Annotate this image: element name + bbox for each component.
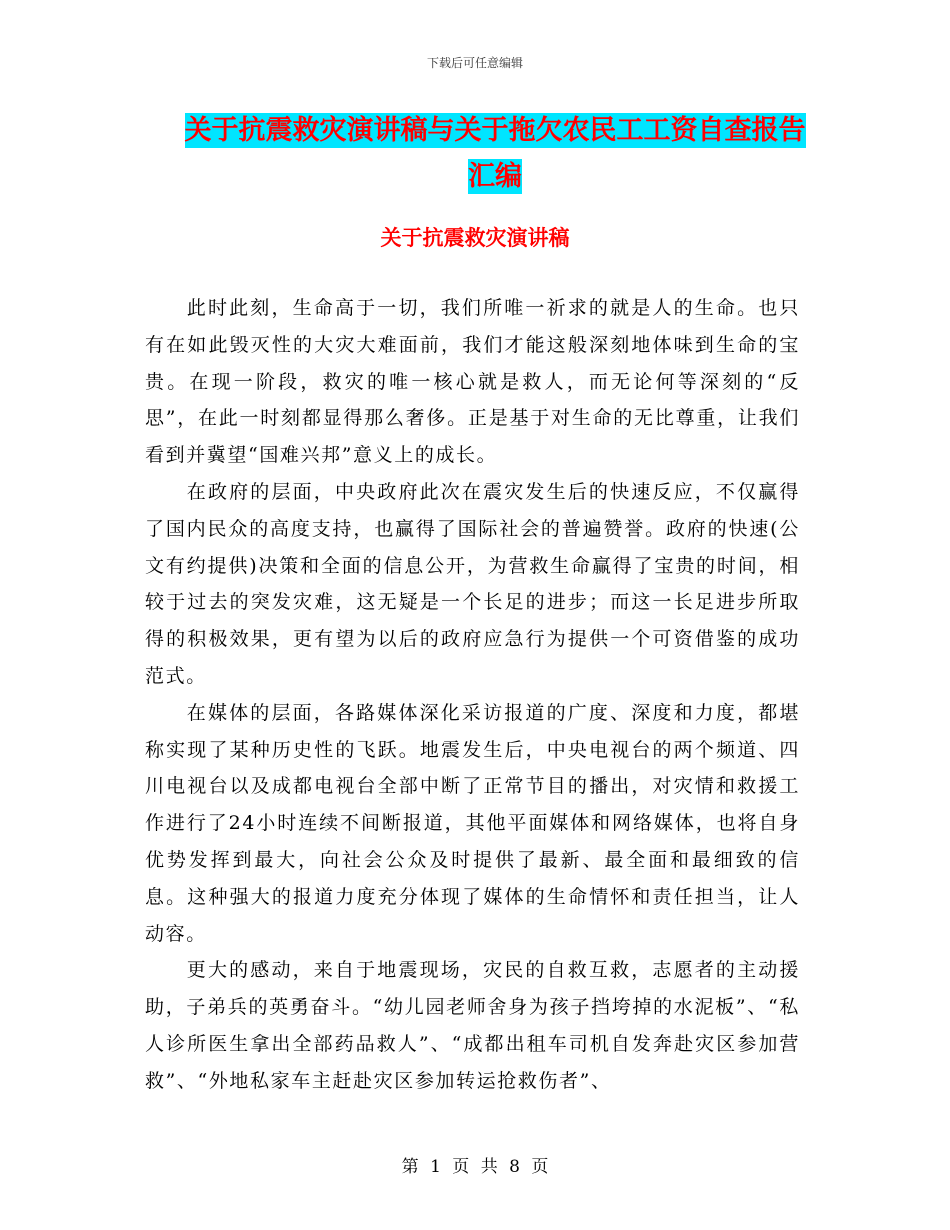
paragraph: 在媒体的层面，各路媒体深化采访报道的广度、深度和力度，都堪称实现了某种历史性的飞跃。地震发生后，中央电视台的两个频道、四川电视台以及成都电视台全部中断了正常节目的播出，对灾情和救援工作进行了24小时连续不间断报道，其他平面媒体和网络媒体，也将自身优势发挥到最大，向社会公众及时提供了最新、最全面和最细致的信息。这种强大的报道力度充分体现了媒体的生命情怀和责任担当，让人动容。: [145, 701, 800, 945]
page-number-footer: 第 1 页 共 8 页: [401, 1157, 549, 1177]
section-title: 关于抗震救灾演讲稿: [380, 226, 570, 250]
paragraph: 此时此刻，生命高于一切，我们所唯一祈求的就是人的生命。也只有在如此毁灭性的大灾大难面前，我们才能这般深刻地体味到生命的宝贵。在现一阶段，救灾的唯一核心就是救人，而无论何等深刻的“反思”，在此一时刻都显得那么奢侈。正是基于对生命的无比尊重，让我们看到并冀望“国难兴邦”意义上的成长。: [145, 297, 800, 467]
document-title: [150, 108, 840, 200]
paragraph: 更大的感动，来自于地震现场，灾民的自救互救，志愿者的主动援助，子弟兵的英勇奋斗。“幼儿园老师舍身为孩子挡垮掉的水泥板”、“私人诊所医生拿出全部药品救人”、“成都出租车司机自发奔赴灾区参加营救”、“外地私家车主赶赴灾区参加转运抢救伤者”、: [145, 959, 800, 1092]
header-note: 下载后可任意编辑: [426, 56, 523, 70]
paragraph: 在政府的层面，中央政府此次在震灾发生后的快速反应，不仅赢得了国内民众的高度支持，也赢得了国际社会的普遍赞誉。政府的快速(公文有约提供)决策和全面的信息公开，为营救生命赢得了宝贵的时间，相较于过去的突发灾难，这无疑是一个长足的进步；而这一长足进步所取得的积极效果，更有望为以后的政府应急行为提供一个可资借鉴的成功范式。: [145, 480, 800, 687]
document-title-line2: 汇编: [468, 161, 522, 192]
document-body: [145, 290, 800, 1100]
document-title-line1: 关于抗震救灾演讲稿与关于拖欠农民工工资自查报告: [184, 115, 806, 146]
